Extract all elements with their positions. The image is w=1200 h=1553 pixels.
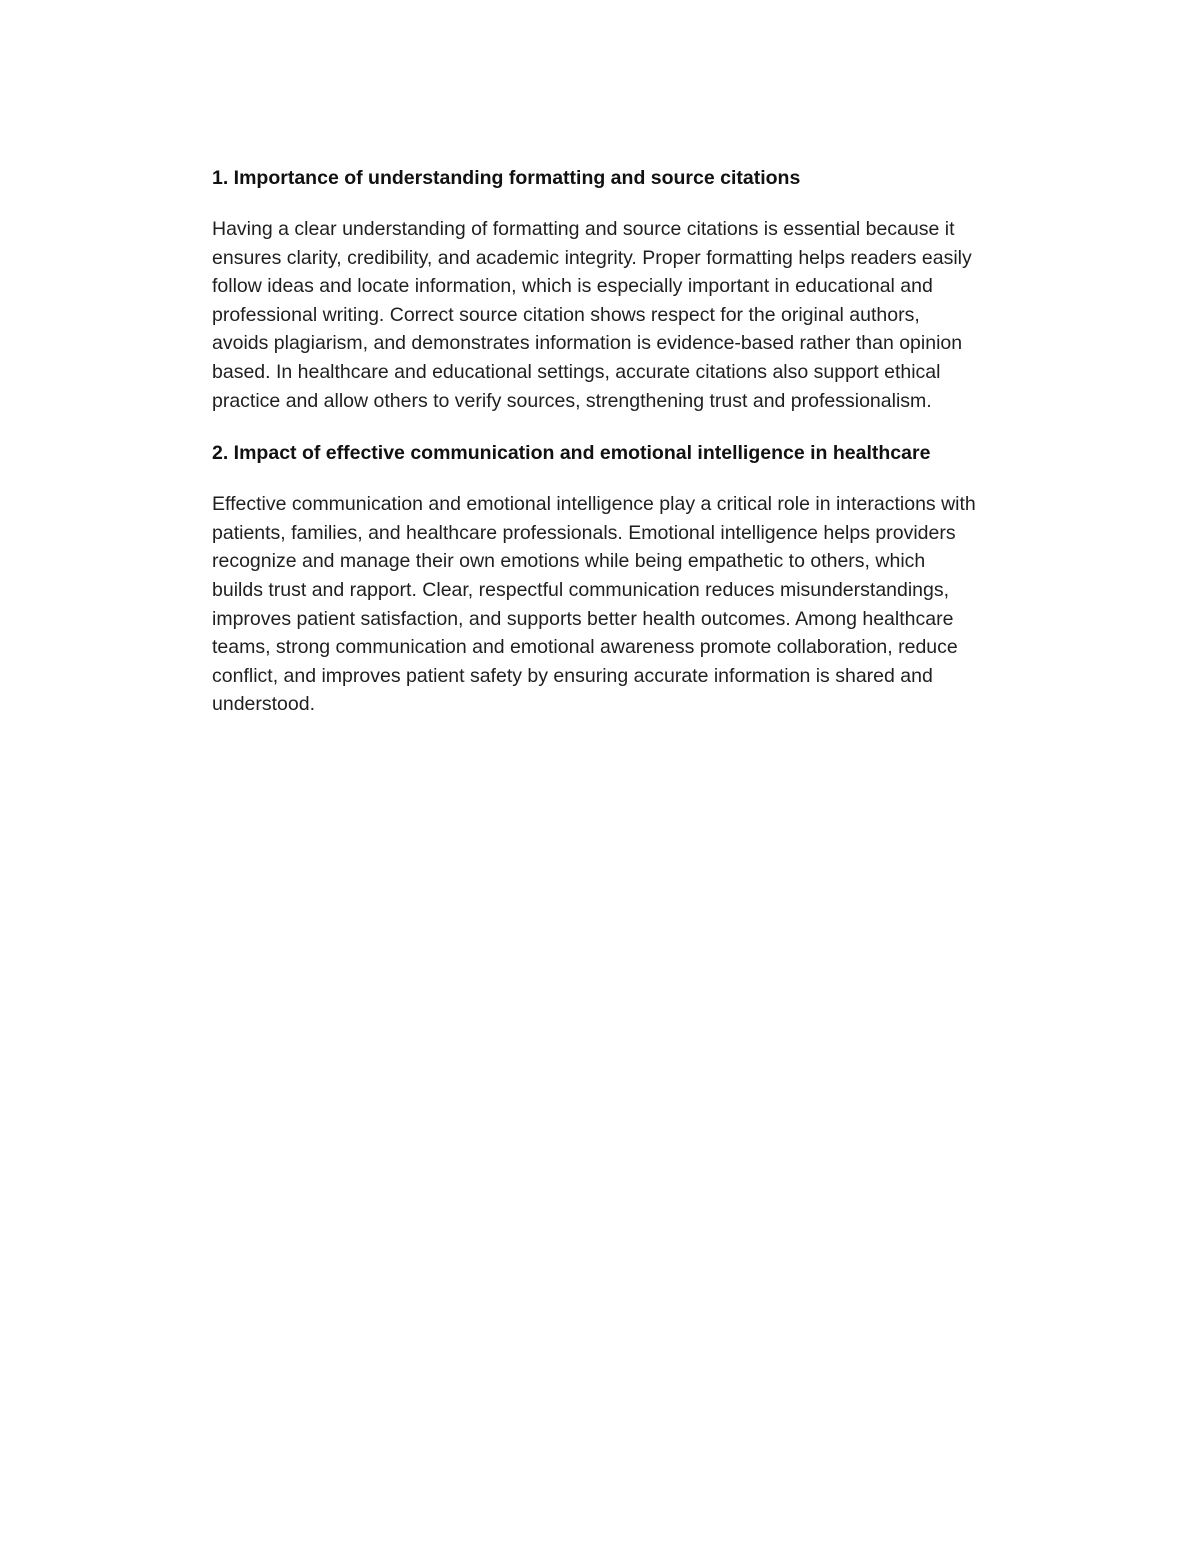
paragraph-line: builds trust and rapport. Clear, respectful communication reduces misunderstandings,: [212, 578, 950, 601]
paragraph-line: ensures clarity, credibility, and academic integrity. Proper formatting helps readers easily: [212, 246, 972, 269]
paragraph-line: Having a clear understanding of formatting and source citations is essential because it: [212, 218, 955, 240]
paragraph-line: conflict, and improves patient safety by ensuring accurate information is shared and: [212, 664, 933, 687]
paragraph-line: patients, families, and healthcare professionals. Emotional intelligence helps providers: [212, 521, 956, 544]
section-paragraph-1: [212, 215, 1072, 415]
paragraph-line: improves patient satisfaction, and supports better health outcomes. Among healthcare: [212, 607, 954, 630]
paragraph-line: understood.: [212, 693, 315, 716]
section-heading-2: 2. Impact of effective communication and emotional intelligence in healthcare: [212, 442, 931, 465]
paragraph-line: professional writing. Correct source citation shows respect for the original authors,: [212, 303, 920, 326]
paragraph-line: follow ideas and locate information, which is especially important in educational and: [212, 275, 933, 298]
paragraph-line: avoids plagiarism, and demonstrates information is evidence-based rather than opinion: [212, 332, 963, 355]
paragraph-line: teams, strong communication and emotional awareness promote collaboration, reduce: [212, 636, 958, 659]
document-body: [212, 164, 1072, 743]
section-heading-1: 1. Importance of understanding formatting and source citations: [212, 167, 801, 189]
paragraph-line: Effective communication and emotional intelligence play a critical role in interactions with: [212, 493, 976, 516]
paragraph-line: based. In healthcare and educational settings, accurate citations also support ethical: [212, 360, 941, 383]
section-paragraph-2: [212, 490, 1072, 719]
paragraph-line: recognize and manage their own emotions while being empathetic to others, which: [212, 550, 926, 573]
paragraph-line: practice and allow others to verify sources, strengthening trust and professionalism.: [212, 389, 932, 412]
